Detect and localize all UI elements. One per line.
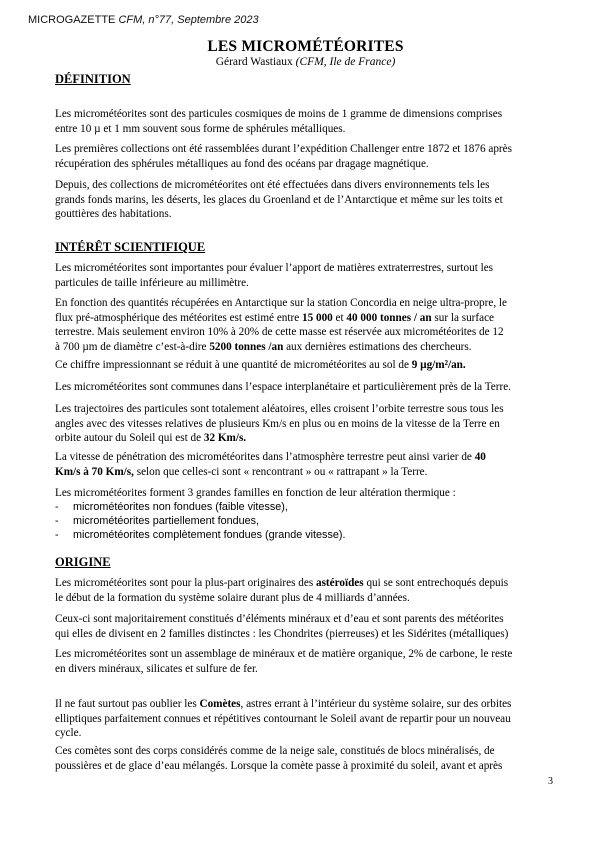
- origine-paragraph-2: [55, 612, 555, 641]
- text-run: selon que celles-ci sont « rencontrant » ou « rattrapant » la Terre.: [133, 465, 428, 478]
- text-run: aux dernières estimations des chercheurs.: [283, 340, 472, 353]
- text-line: en divers minéraux, silicates et sulfure de fer.: [55, 662, 258, 675]
- author-affiliation: (CFM, Ile de France): [295, 56, 396, 68]
- list-marker: -: [55, 515, 59, 528]
- text-run: La vitesse de pénétration des micrométéorites dans l’atmosphère terrestre peut ainsi varier de: [55, 451, 475, 463]
- text-line: [55, 358, 555, 373]
- speed-min-value: 40: [474, 451, 486, 463]
- text-line: Depuis, des collections de micrométéorites ont été effectuées dans divers environnements tels les: [55, 179, 490, 191]
- families-list: [55, 500, 555, 543]
- text-line: [55, 431, 555, 446]
- interet-paragraph-2: [55, 296, 555, 354]
- text-line: Les micrométéorites sont des particules cosmiques de moins de 1 gramme de dimensions comprises: [55, 108, 503, 120]
- origine-paragraph-3: [55, 647, 555, 676]
- text-line: En fonction des quantités récupérées en Antarctique sur la station Concordia en neige ultra-propre, le: [55, 297, 508, 309]
- interet-paragraph-7: [55, 486, 555, 501]
- text-line: récupération des sphérules métalliques au fond des océans par dragage magnétique.: [55, 157, 429, 170]
- flux-min-value: 15 000: [301, 311, 333, 324]
- asteroids-term: astéroïdes: [315, 577, 364, 589]
- issue-info: CFM, n°77, Septembre 2023: [118, 14, 259, 26]
- flux-max-value: 40 000 tonnes / an: [346, 311, 432, 324]
- text-run: orbite autour du Soleil qui est de: [55, 432, 204, 445]
- definition-paragraph-3: [55, 178, 555, 222]
- author-name: Gérard Wastiaux: [215, 56, 293, 68]
- masthead: [28, 14, 259, 26]
- text-line: gouttières des habitations.: [55, 208, 172, 221]
- text-run: et: [332, 311, 347, 324]
- text-run: qui se sont entrechoqués depuis: [363, 577, 509, 589]
- interet-paragraph-4: [55, 380, 555, 395]
- comets-term: Comètes: [199, 698, 241, 710]
- speed-range-value: Km/s à 70 Km/s,: [55, 465, 134, 478]
- origine-paragraph-4: [55, 697, 555, 741]
- text-line: Les micrométéorites sont un assemblage de minéraux et de matière organique, 2% de carbone, le reste: [55, 648, 513, 660]
- article-title: LES MICROMÉTÉORITES: [207, 38, 404, 55]
- text-line: Les premières collections ont été rassemblées durant l’expédition Challenger entre 1872 et 1876 après: [55, 143, 512, 155]
- text-line: Ceux-ci sont majoritairement constitués d’éléments minéraux et d’eau et sont parents des météorites: [55, 613, 504, 625]
- text-line: Les micrométéorites sont communes dans l’espace interplanétaire et particulièrement près de la Terre.: [55, 381, 511, 393]
- text-line: Ces comètes sont des corps considérés comme de la neige sale, constitués de blocs minéralisés, de: [55, 745, 495, 757]
- text-run: , astres errant à l’intérieur du système solaire, sur des orbites: [240, 698, 512, 710]
- interet-paragraph-1: [55, 261, 555, 290]
- text-line: [55, 311, 555, 326]
- list-item: [55, 500, 555, 514]
- list-item-text: micrométéorites non fondues (faible vitesse),: [73, 501, 288, 513]
- list-marker: -: [55, 501, 59, 513]
- interet-paragraph-3: [55, 358, 555, 373]
- text-line: poussières et de glace d’eau mélangés. Lorsque la comète passe à proximité du soleil, avant et après: [55, 759, 503, 772]
- origine-paragraph-5: [55, 744, 555, 773]
- earth-orbital-speed-value: 32 Km/s.: [203, 432, 247, 445]
- list-item-text: micrométéorites complètement fondues (grande vitesse).: [73, 529, 346, 542]
- section-heading-origine: ORIGINE: [55, 555, 111, 569]
- text-run: Ce chiffre impressionnant se réduit à une quantité de micrométéorites au sol de: [55, 359, 412, 371]
- text-line: cycle.: [55, 727, 82, 740]
- text-line: [55, 340, 555, 355]
- text-line: entre 10 µ et 1 mm souvent sous forme de sphérules métalliques.: [55, 122, 346, 135]
- publication-name: MICROGAZETTE: [28, 14, 116, 26]
- micrometeorite-mass-value: 5200 tonnes /an: [209, 340, 284, 353]
- text-line: Les trajectoires des particules sont totalement aléatoires, elles croisent l’orbite terrestre sous tous les: [55, 403, 504, 415]
- text-line: particules de taille inférieure au millimètre.: [55, 276, 249, 289]
- section-heading-interet: INTÉRÊT SCIENTIFIQUE: [55, 240, 206, 254]
- text-line: elliptiques parfaitement connues et répétitives contournant le Soleil avant de repartir pour un nouveau: [55, 712, 511, 725]
- text-run: flux pré-atmosphérique des météorites est estimé entre: [55, 311, 302, 324]
- interet-paragraph-5: [55, 402, 555, 446]
- section-heading-definition: DÉFINITION: [55, 72, 131, 86]
- text-line: [55, 697, 555, 712]
- text-line: le début de la formation du système solaire durant plus de 4 milliards d’années.: [55, 591, 410, 604]
- article-byline: [0, 56, 611, 68]
- ground-flux-value: 9 µg/m²/an.: [411, 359, 466, 371]
- text-line: [55, 576, 555, 591]
- text-line: [55, 465, 555, 480]
- definition-paragraph-2: [55, 142, 555, 171]
- interet-paragraph-6: [55, 450, 555, 479]
- text-line: [55, 450, 555, 465]
- page-number: 3: [548, 776, 553, 787]
- text-line: terrestre. Mais seulement environ 10% à 20% de cette masse est réservée aux micrométéorites de 12: [55, 326, 504, 339]
- origine-paragraph-1: [55, 576, 555, 605]
- text-line: Les micrométéorites sont importantes pour évaluer l’apport de matières extraterrestres, surtout les: [55, 262, 494, 274]
- text-line: grands fonds marins, les déserts, les glaces du Groenland et de l’Antarctique et même sur les toits et: [55, 193, 503, 206]
- list-item: [55, 528, 555, 542]
- text-run: Les micrométéorites sont pour la plus-part originaires des: [55, 577, 316, 589]
- text-line: qui elles de divisent en 2 familles distinctes : les Chondrites (pierreuses) et les Sidérites (métalliques): [55, 627, 509, 640]
- text-run: sur la surface: [431, 311, 495, 324]
- text-run: Il ne faut surtout pas oublier les: [55, 698, 200, 710]
- text-line: Les micrométéorites forment 3 grandes familles en fonction de leur altération thermique :: [55, 487, 456, 499]
- text-run: à 700 µm de diamètre c’est-à-dire: [55, 340, 210, 353]
- list-item: [55, 514, 555, 528]
- definition-paragraph-1: [55, 107, 555, 136]
- list-marker: -: [55, 529, 59, 542]
- list-item-text: micrométéorites partiellement fondues,: [73, 515, 260, 528]
- text-line: angles avec des vitesses relatives de plusieurs Km/s en plus ou en moins de la vitesse de la Terre en: [55, 417, 500, 430]
